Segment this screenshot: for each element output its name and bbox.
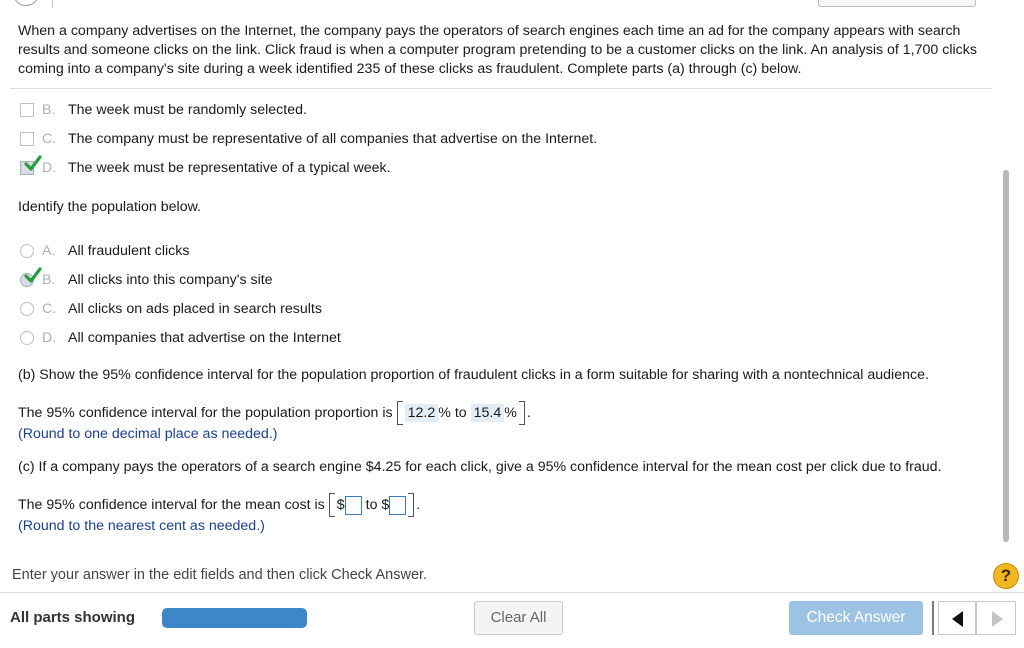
population-prompt: Identify the population below. <box>18 199 201 215</box>
radio-button[interactable] <box>20 331 34 345</box>
option-text: All companies that advertise on the Internet <box>68 330 341 346</box>
bracket-right <box>408 493 414 517</box>
vertical-scrollbar[interactable] <box>1003 170 1009 542</box>
percent-sign: % <box>504 405 517 421</box>
option-text: The company must be representative of all companies that advertise on the Internet. <box>68 131 598 147</box>
option-text: All fraudulent clicks <box>68 243 190 259</box>
option-text: All clicks on ads placed in search results <box>68 301 322 317</box>
option-letter: D. <box>42 330 57 346</box>
top-circle-icon[interactable] <box>14 0 38 6</box>
dollar-sign: $ <box>336 497 345 513</box>
previous-button[interactable] <box>938 601 976 635</box>
part-a-option-b[interactable] <box>20 100 307 120</box>
part-c-hint: (Round to the nearest cent as needed.) <box>18 518 265 534</box>
answer-prefix: The 95% confidence interval for the population proportion is <box>18 405 393 421</box>
answer-prefix: The 95% confidence interval for the mean cost is <box>18 497 325 513</box>
to-label: to <box>454 405 467 421</box>
part-b-prompt: (b) Show the 95% confidence interval for the population proportion of fraudulent clicks in a form suitable for sharing with a nontechnical audience. <box>18 367 929 383</box>
population-option-b[interactable] <box>20 270 273 290</box>
option-letter: B. <box>42 272 56 288</box>
help-icon[interactable]: ? <box>993 563 1019 589</box>
arrow-left-icon <box>952 611 963 627</box>
population-option-d[interactable] <box>20 328 341 348</box>
option-letter: C. <box>42 301 57 317</box>
part-a-option-c[interactable] <box>20 129 597 149</box>
radio-button[interactable] <box>20 302 34 316</box>
checkbox-checked[interactable] <box>20 161 34 175</box>
instruction-text: Enter your answer in the edit fields and then click Check Answer. <box>12 567 428 583</box>
option-letter: C. <box>42 131 57 147</box>
parts-showing-label: All parts showing <box>10 609 136 626</box>
next-button[interactable] <box>976 601 1016 635</box>
top-bar <box>0 0 1024 12</box>
option-text: The week must be randomly selected. <box>68 102 307 118</box>
upper-bound-answer[interactable]: 15.4 <box>471 404 505 422</box>
clear-all-button[interactable]: Clear All <box>474 601 563 635</box>
period: . <box>416 497 421 513</box>
population-option-a[interactable] <box>20 241 189 261</box>
top-button[interactable] <box>818 0 976 7</box>
checkbox[interactable] <box>20 132 34 146</box>
top-divider <box>52 0 53 8</box>
checkmark-icon <box>24 154 42 172</box>
bracket-right <box>519 401 525 425</box>
option-text: The week must be representative of a typical week. <box>68 160 391 176</box>
nav-separator <box>932 601 934 635</box>
bracket-left <box>329 493 335 517</box>
period: . <box>526 405 531 421</box>
arrow-right-icon <box>992 611 1003 627</box>
check-answer-button[interactable]: Check Answer <box>789 601 923 635</box>
part-a-option-d[interactable] <box>20 158 391 178</box>
question-content <box>0 12 1002 554</box>
option-letter: B. <box>42 102 56 118</box>
footer-bar <box>0 592 1024 648</box>
part-b-hint: (Round to one decimal place as needed.) <box>18 426 278 442</box>
checkmark-icon <box>24 266 42 284</box>
population-option-c[interactable] <box>20 299 322 319</box>
radio-button[interactable] <box>20 244 34 258</box>
radio-button-selected[interactable] <box>20 273 34 287</box>
to-label: to $ <box>365 497 390 513</box>
bracket-left <box>397 401 403 425</box>
upper-cost-input[interactable] <box>389 496 406 515</box>
option-text: All clicks into this company's site <box>68 272 273 288</box>
part-b-answer-row <box>18 401 531 425</box>
percent-sign: % <box>438 405 451 421</box>
checkbox[interactable] <box>20 103 34 117</box>
divider <box>10 88 992 89</box>
part-c-prompt: (c) If a company pays the operators of a search engine $4.25 for each click, give a 95% confidence interval for the mean cost per click due to fraud. <box>18 459 942 475</box>
lower-cost-input[interactable] <box>345 496 362 515</box>
option-letter: A. <box>42 243 56 259</box>
lower-bound-answer[interactable]: 12.2 <box>405 404 439 422</box>
part-c-answer-row <box>18 493 420 517</box>
option-letter: D. <box>42 160 57 176</box>
problem-statement: When a company advertises on the Internet, the company pays the operators of search engines each time an ad for the company appears with search results and someone clicks on the link. Click fraud is when a computer program pretending to be a customer clicks on the link. An analysis of 1,700 clicks coming into a company's site during a week identified 235 of these clicks as fraudulent. Complete parts (a) through (c) below. <box>18 23 977 77</box>
progress-bar <box>162 608 307 628</box>
